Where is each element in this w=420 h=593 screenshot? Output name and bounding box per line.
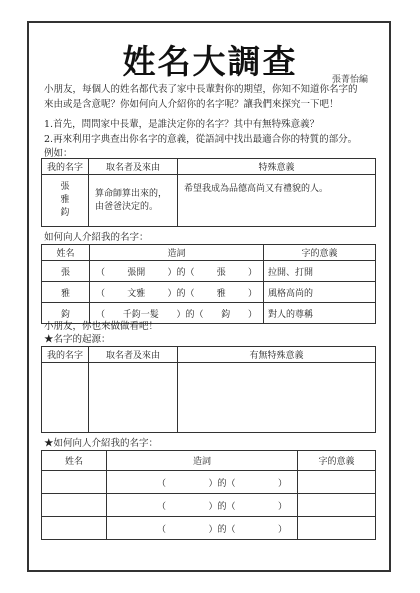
header-name: 姓名	[42, 245, 90, 261]
intro-line-1: 小朋友，每個人的姓名都代表了家中長輩對你的期望，你知不知道你名字的	[44, 84, 358, 95]
example-name-cell	[42, 175, 89, 227]
intro-line-2: 來由或是含意呢？你如何向人介紹你的名字呢？讓我們來探究一下吧！	[44, 98, 339, 110]
word-blank-cell[interactable]: （ ）的（ ）	[107, 471, 298, 494]
meaning-blank[interactable]	[298, 471, 376, 494]
row-word-cell: （ 文雅 ）的（ 雅 ）	[90, 282, 264, 303]
my-intro-table	[41, 450, 376, 540]
table-row	[42, 282, 376, 303]
header-word: 造詞	[107, 451, 298, 471]
name-char-3: 鈞	[60, 208, 70, 218]
row-char: 鈞	[42, 303, 90, 324]
row-meaning: 拉開、打開	[264, 261, 376, 282]
my-meaning-blank[interactable]	[178, 363, 376, 433]
row-char: 張	[42, 261, 90, 282]
row-char: 雅	[42, 282, 90, 303]
intro-label-example: 如何向人介紹我的名字：	[44, 232, 149, 243]
author-credit: 張菁怡編	[331, 75, 368, 85]
row-meaning: 對人的尊稱	[264, 303, 376, 324]
table-row	[42, 494, 376, 517]
my-intro-label: ★如何向人介紹我的名字：	[44, 438, 159, 449]
row-char-repeat: 鈞	[221, 309, 231, 320]
page-title: 姓名大調查	[122, 42, 298, 81]
my-origin-table	[41, 346, 376, 433]
origin-section-label: ★名字的起源：	[44, 334, 111, 345]
header-special-meaning: 有無特殊意義	[178, 347, 376, 363]
header-char-meaning: 字的意義	[298, 451, 376, 471]
example-meaning-cell: 希望我成為品德高尚又有禮貌的人。	[178, 175, 376, 227]
row-meaning: 風格高尚的	[264, 282, 376, 303]
header-char-meaning: 字的意義	[264, 245, 376, 261]
table-row	[42, 517, 376, 540]
intro-paragraph	[44, 83, 379, 112]
instructions	[44, 118, 379, 162]
name-blank[interactable]	[42, 471, 107, 494]
header-my-name: 我的名字	[42, 159, 89, 175]
my-name-blank[interactable]	[42, 363, 89, 433]
word-blank-cell[interactable]: （ ）的（ ）	[107, 494, 298, 517]
header-my-name: 我的名字	[42, 347, 89, 363]
row-word-cell: （ 張開 ）的（ 張 ）	[90, 261, 264, 282]
row-word: 文雅	[127, 288, 146, 299]
step-1: 1.首先，問問家中長輩，是誰決定你的名字？其中有無特殊意義？	[44, 119, 320, 130]
table-row	[42, 471, 376, 494]
meaning-blank[interactable]	[298, 517, 376, 540]
row-char-repeat: 張	[216, 267, 226, 278]
origin-line-1: 算命師算出來的，	[95, 188, 168, 199]
example-origin-table	[41, 158, 376, 227]
meaning-blank[interactable]	[298, 494, 376, 517]
name-char-1: 張	[60, 182, 70, 192]
name-blank[interactable]	[42, 494, 107, 517]
name-char-2: 雅	[60, 195, 70, 205]
name-blank[interactable]	[42, 517, 107, 540]
example-label: 例如：	[44, 148, 73, 159]
row-word: 千鈞一髮	[122, 309, 159, 320]
my-origin-blank[interactable]	[89, 363, 178, 433]
example-origin-cell	[89, 175, 178, 227]
try-it-text: 小朋友，你也來做做看吧！	[44, 321, 159, 332]
step-2: 2.再來利用字典查出你名字的意義，從語詞中找出最適合你的特質的部分。	[44, 133, 358, 145]
word-blank-cell[interactable]: （ ）的（ ）	[107, 517, 298, 540]
row-word: 張開	[127, 267, 146, 278]
header-name: 姓名	[42, 451, 107, 471]
row-word-cell: （ 千鈞一髮 ）的（ 鈞 ）	[90, 303, 264, 324]
header-origin: 取名者及來由	[89, 347, 178, 363]
row-char-repeat: 雅	[216, 288, 226, 299]
header-meaning: 特殊意義	[178, 159, 376, 175]
table-row	[42, 261, 376, 282]
example-intro-table	[41, 244, 376, 324]
header-origin: 取名者及來由	[89, 159, 178, 175]
header-word: 造詞	[90, 245, 264, 261]
origin-line-2: 由爸爸決定的。	[95, 201, 159, 212]
